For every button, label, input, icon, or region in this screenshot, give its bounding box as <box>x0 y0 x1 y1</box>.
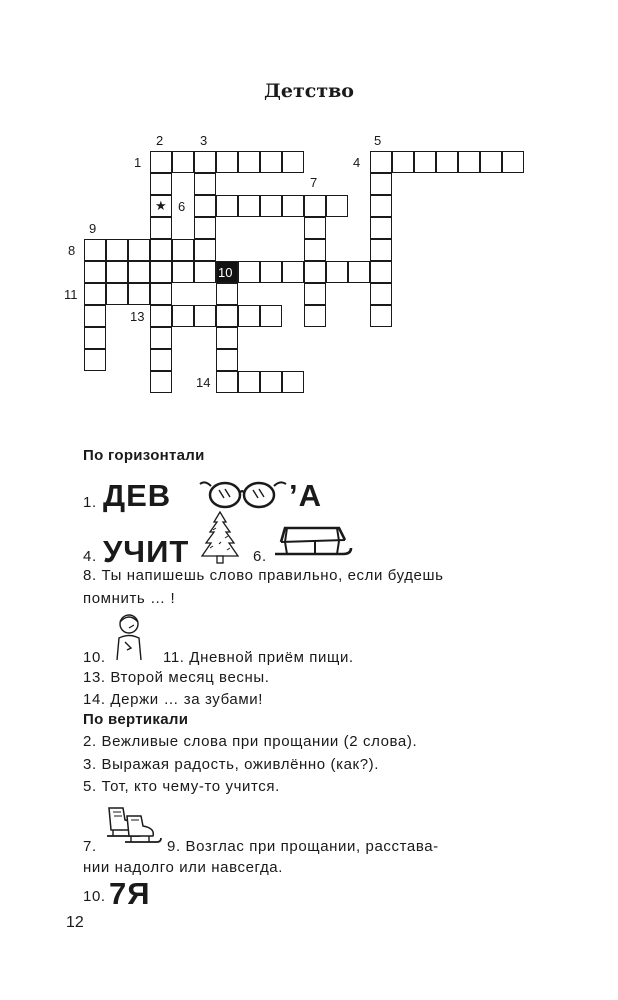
clue-down-10-rebus: 7Я <box>109 876 151 911</box>
grid-number-11: 11 <box>64 287 78 302</box>
grid-number-7: 7 <box>310 175 318 190</box>
grid-cell[interactable] <box>304 217 326 239</box>
grid-cell[interactable] <box>106 261 128 283</box>
sled-icon <box>273 522 353 564</box>
grid-cell[interactable] <box>84 305 106 327</box>
grid-cell[interactable] <box>282 371 304 393</box>
skates-icon <box>101 800 161 850</box>
grid-cell[interactable] <box>304 283 326 305</box>
grid-cell[interactable] <box>150 261 172 283</box>
grid-cell[interactable] <box>282 195 304 217</box>
clue-down-10-number: 10. <box>83 888 106 905</box>
page-title: Детство <box>264 80 354 102</box>
clue-10-number: 10. <box>83 649 106 666</box>
glasses-icon <box>197 478 287 510</box>
grid-cell[interactable] <box>150 349 172 371</box>
grid-cell[interactable] <box>260 195 282 217</box>
grid-cell[interactable] <box>84 239 106 261</box>
grid-cell[interactable] <box>194 261 216 283</box>
grid-cell[interactable] <box>216 151 238 173</box>
grid-cell[interactable] <box>84 327 106 349</box>
grid-cell[interactable] <box>370 261 392 283</box>
grid-cell[interactable] <box>480 151 502 173</box>
grid-cell[interactable] <box>84 349 106 371</box>
grid-cell[interactable] <box>502 151 524 173</box>
clue-4-word: УЧИТ <box>103 534 190 569</box>
clue-1-number: 1. <box>83 494 97 511</box>
grid-cell[interactable] <box>216 305 238 327</box>
clue-down-2: 2. Вежливые слова при прощании (2 слова). <box>83 733 418 750</box>
clue-13: 13. Второй месяц весны. <box>83 669 270 686</box>
clue-6-number: 6. <box>253 548 267 565</box>
grid-cell[interactable] <box>370 305 392 327</box>
grid-cell[interactable] <box>458 151 480 173</box>
grid-cell[interactable] <box>194 305 216 327</box>
down-heading: По вертикали <box>83 711 189 728</box>
grid-cell[interactable] <box>370 217 392 239</box>
star-symbol: ★ <box>155 198 167 213</box>
grid-cell[interactable] <box>150 283 172 305</box>
clue-down-9-line-1: 9. Возглас при прощании, расстава- <box>167 838 439 855</box>
grid-cell[interactable] <box>128 261 150 283</box>
grid-cell[interactable] <box>238 261 260 283</box>
grid-number-9: 9 <box>89 221 97 236</box>
grid-cell[interactable] <box>304 305 326 327</box>
grid-cell[interactable] <box>370 239 392 261</box>
grid-cell[interactable] <box>128 283 150 305</box>
grid-cell[interactable] <box>216 349 238 371</box>
clue-8-line-1: 8. Ты напишешь слово правильно, если будешь <box>83 567 444 584</box>
grid-number-8: 8 <box>68 243 76 258</box>
grid-cell[interactable] <box>150 305 172 327</box>
grid-cell[interactable] <box>150 327 172 349</box>
grid-cell[interactable] <box>238 195 260 217</box>
page-number: 12 <box>66 914 84 931</box>
clue-down-3: 3. Выражая радость, оживлённо (как?). <box>83 756 379 773</box>
grid-number-4: 4 <box>353 155 361 170</box>
grid-cell[interactable] <box>326 261 348 283</box>
grid-cell[interactable] <box>194 151 216 173</box>
boy-brushing-teeth-icon <box>111 612 147 662</box>
grid-cell[interactable] <box>150 239 172 261</box>
grid-cell[interactable] <box>84 283 106 305</box>
grid-cell[interactable] <box>370 151 392 173</box>
clue-14: 14. Держи … за зубами! <box>83 691 264 708</box>
clue-down-5: 5. Тот, кто чему-то учится. <box>83 778 280 795</box>
grid-cell[interactable] <box>238 371 260 393</box>
grid-cell[interactable] <box>238 305 260 327</box>
fir-tree-icon <box>201 510 239 566</box>
grid-number-5: 5 <box>374 133 382 148</box>
grid-cell[interactable] <box>238 151 260 173</box>
clue-4-number: 4. <box>83 548 97 565</box>
grid-cell[interactable] <box>172 239 194 261</box>
grid-cell[interactable] <box>216 283 238 305</box>
grid-number-1: 1 <box>134 155 142 170</box>
grid-cell[interactable] <box>216 327 238 349</box>
grid-cell[interactable] <box>216 195 238 217</box>
grid-cell[interactable] <box>436 151 458 173</box>
clue-down-7-number: 7. <box>83 838 97 855</box>
grid-number-6: 6 <box>178 199 186 214</box>
grid-cell[interactable] <box>260 151 282 173</box>
grid-cell[interactable] <box>84 261 106 283</box>
grid-cell[interactable] <box>304 261 326 283</box>
grid-cell[interactable] <box>260 371 282 393</box>
grid-cell[interactable] <box>260 261 282 283</box>
grid-number-10: 10 <box>218 265 233 280</box>
clue-1-prefix: ДЕВ <box>103 478 172 513</box>
grid-cell[interactable] <box>260 305 282 327</box>
grid-number-2: 2 <box>156 133 164 148</box>
clue-down-9-line-2: нии надолго или навсегда. <box>83 859 284 876</box>
grid-cell[interactable] <box>172 151 194 173</box>
clue-8-line-2: помнить … ! <box>83 590 176 607</box>
grid-cell[interactable] <box>370 173 392 195</box>
grid-cell[interactable] <box>150 151 172 173</box>
grid-cell[interactable] <box>194 195 216 217</box>
grid-cell[interactable] <box>194 239 216 261</box>
crossword-grid <box>0 0 618 400</box>
grid-cell[interactable] <box>172 305 194 327</box>
grid-cell[interactable] <box>414 151 436 173</box>
grid-cell[interactable] <box>216 371 238 393</box>
grid-cell[interactable] <box>128 239 150 261</box>
across-heading: По горизонтали <box>83 447 205 464</box>
grid-number-13: 13 <box>130 309 145 324</box>
grid-cell[interactable] <box>370 195 392 217</box>
grid-cell[interactable] <box>326 195 348 217</box>
grid-cell[interactable] <box>172 261 194 283</box>
grid-cell[interactable] <box>392 151 414 173</box>
grid-cell[interactable] <box>194 217 216 239</box>
clue-1-suffix: ’А <box>289 478 322 513</box>
grid-cell[interactable] <box>282 261 304 283</box>
clue-11: 11. Дневной приём пищи. <box>163 649 354 666</box>
grid-number-3: 3 <box>200 133 208 148</box>
grid-cell[interactable] <box>348 261 370 283</box>
grid-cell[interactable] <box>194 173 216 195</box>
grid-cell[interactable] <box>282 151 304 173</box>
grid-cell[interactable] <box>150 371 172 393</box>
grid-cell[interactable] <box>106 239 128 261</box>
grid-cell[interactable] <box>150 217 172 239</box>
grid-number-14: 14 <box>196 375 211 390</box>
grid-cell[interactable] <box>304 239 326 261</box>
grid-cell[interactable] <box>370 283 392 305</box>
grid-cell[interactable] <box>304 195 326 217</box>
grid-cell[interactable] <box>150 173 172 195</box>
grid-cell[interactable] <box>106 283 128 305</box>
